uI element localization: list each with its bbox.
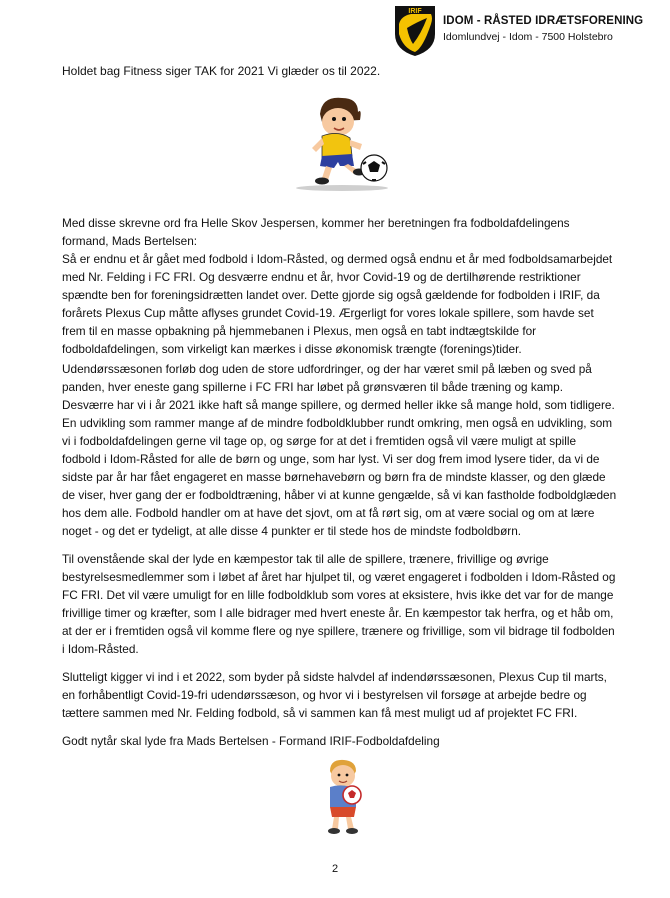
intro-paragraph-b: Så er endnu et år gået med fodbold i Idom-Råsted, og dermed også endnu et år med fodboldsamarbejdet med Nr. Felding i FC FRI. Og desværre endnu et år, hvor Covid-19 og de dertilhørende restriktioner spændte ben for foreningsidrætten landet over. Dette gjorde sig også gældende for fodbolden i IRIF, da forårets Plexus Cup måtte aflyses grundet Covid-19. Ærgerligt for vores lokale spillere, som havde set frem til en masse opbakning på hjemmebanen i Plexus, men også en tabt indtægtskilde for fodboldafdelingen, som virkeligt kan mærkes i disse økonomisk trængte (forenings)tider. <box>62 252 613 356</box>
paragraph-outdoor-season: Udendørssæsonen forløb dog uden de store udfordringer, og der har været smil på læben og sved på panden, hver eneste gang spillerne i FC FRI har løbet på grønsværen til både træning og kamp. Desværre har vi i år 2021 ikke haft så mange spillere, og dermed heller ikke så mange hold, som tidligere. En udvikling som rammer mange af de mindre fodboldklubber rundt omkring, men også en udvikling, som vi i fodboldafdelingen gerne vil tage op, og sørge for at det i fremtiden også vil være muligt at spille fodbold i Idom-Råsted for alle de børn og unge, som har lyst. Vi ser dog frem imod lysere tider, da vi de sidste par år har fået engageret en masse børnehavebørn og børn fra de mindste klasser, og den glæde de viser, hver gang der er fodboldtræning, håber vi at kunne gengælde, så vi kan fastholde fodboldglæden hos dem alle. Fodbold handler om at have det sjovt, om at få rørt sig, om at være social og om at lære noget - og det er tydeligt, at alle disse 4 punkter er til stede hos de mindste fodboldbørn. <box>62 362 617 538</box>
page-number: 2 <box>331 863 339 875</box>
irif-shield-logo-icon <box>393 4 437 58</box>
paragraph-thanks: Til ovenstående skal der lyde en kæmpestor tak til alle de spillere, trænere, frivillige og øvrige bestyrelsesmedlemmer som i løbet af året har hjulpet til, og været engageret i fodbolden i Idom-Råsted og FC FRI. Det vil være umuligt for en lille fodboldklub som vores at eksistere, hvis ikke det var for de mange frivillige timer og kræfter, som I alle bidrager med hvert eneste år. En kæmpestor tak herfra, og et håb om, at der er i fremtiden også vil komme flere og nye spillere, trænere og frivillige, som vil bidrage til fodbolden i Idom-Råsted. <box>62 552 616 656</box>
logo-text: IRIF <box>408 8 422 15</box>
intro-block <box>62 214 618 358</box>
paragraph-outlook: Slutteligt kigger vi ind i et 2022, som byder på sidste halvdel af indendørssæsonen, Plexus Cup til marts, en forhåbentligt Covid-19-fri udendørssæson, og hvor vi i bestyrelsen vil forsøge at arbejde bedre og tættere sammen med Nr. Felding fodbold, så vi sammen kan få mest muligt ud af projektet FC FRI. <box>62 670 607 720</box>
org-name: IDOM - RÅSTED IDRÆTSFORENING <box>443 15 644 27</box>
boy-playing-football-cartoon-icon <box>292 92 392 192</box>
letterhead <box>393 4 663 60</box>
closing-line: Godt nytår skal lyde fra Mads Bertelsen - Formand IRIF-Fodboldafdeling <box>62 734 440 748</box>
org-address: Idomlundvej - Idom - 7500 Holstebro <box>443 31 613 43</box>
intro-line: Holdet bag Fitness siger TAK for 2021 Vi glæder os til 2022. <box>62 64 381 78</box>
boy-holding-football-cartoon-icon <box>318 757 368 835</box>
intro-paragraph-a: Med disse skrevne ord fra Helle Skov Jespersen, kommer her beretningen fra fodboldafdelingens formand, Mads Bertelsen: <box>62 216 570 248</box>
